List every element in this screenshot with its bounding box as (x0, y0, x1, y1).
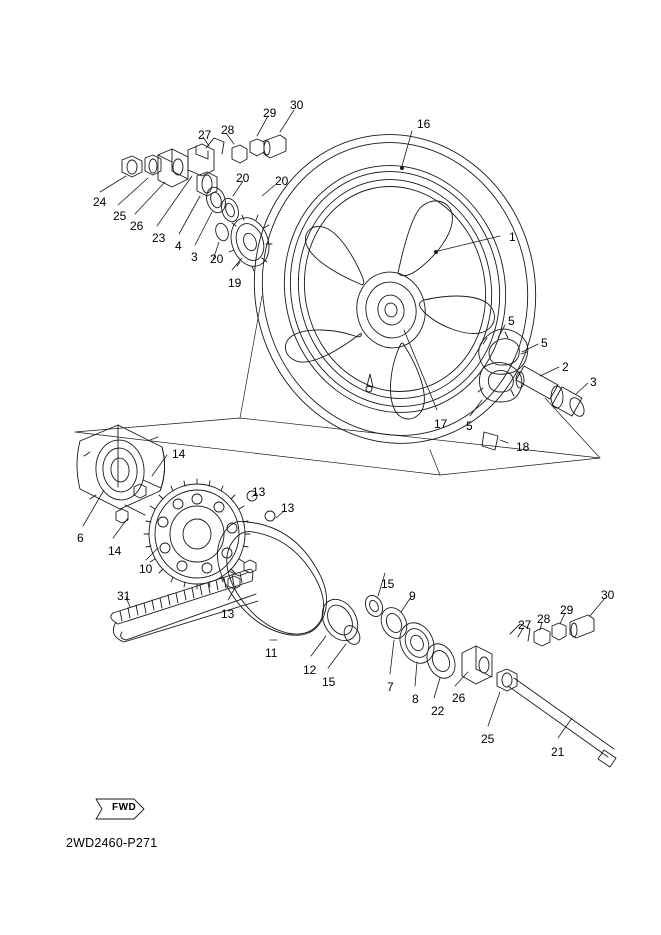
callout-number: 7 (387, 680, 394, 694)
callout-number: 31 (117, 589, 131, 603)
callout-number: 20 (275, 174, 289, 188)
callout-number: 20 (210, 252, 224, 266)
callout-number: 29 (263, 106, 277, 120)
callout-number: 23 (152, 231, 166, 245)
callout-number: 24 (93, 195, 107, 209)
callout-number: 13 (281, 501, 295, 515)
callout-number: 6 (77, 531, 84, 545)
callout-number: 27 (518, 618, 532, 632)
callout-number: 15 (381, 577, 395, 591)
part-code-label: 2WD2460-P271 (66, 836, 158, 850)
callout-number: 21 (551, 745, 565, 759)
callout-number: 3 (590, 375, 597, 389)
callout-number: 25 (113, 209, 127, 223)
callout-number: 2 (562, 360, 569, 374)
callout-number: 11 (265, 646, 278, 660)
callout-number: 18 (516, 440, 530, 454)
callout-number: 8 (412, 692, 419, 706)
callout-number: 20 (236, 171, 250, 185)
callout-number: 12 (303, 663, 317, 677)
callout-number: 19 (228, 276, 242, 290)
callout-number: 28 (537, 612, 551, 626)
callout-number: 13 (252, 485, 266, 499)
callout-number: 30 (290, 98, 304, 112)
callout-number: 17 (434, 417, 448, 431)
callout-number: 27 (198, 128, 212, 142)
callout-number: 22 (431, 704, 445, 718)
fwd-direction-label: FWD (112, 802, 137, 813)
callout-number: 1 (509, 230, 516, 244)
callout-number: 14 (172, 447, 186, 461)
callout-number: 5 (466, 419, 473, 433)
callout-number: 30 (601, 588, 615, 602)
callout-number: 16 (417, 117, 431, 131)
callout-number: 13 (221, 607, 235, 621)
callout-number: 3 (191, 250, 198, 264)
callout-number: 9 (409, 589, 416, 603)
callout-number: 26 (452, 691, 466, 705)
callout-number: 29 (560, 603, 574, 617)
callout-number: 4 (175, 239, 182, 253)
callout-number: 15 (322, 675, 336, 689)
callout-number: 26 (130, 219, 144, 233)
callout-number: 28 (221, 123, 235, 137)
callout-number: 5 (541, 336, 548, 350)
callout-number: 14 (108, 544, 122, 558)
callout-number: 10 (139, 562, 153, 576)
callout-number: 25 (481, 732, 495, 746)
callout-number: 5 (508, 314, 515, 328)
